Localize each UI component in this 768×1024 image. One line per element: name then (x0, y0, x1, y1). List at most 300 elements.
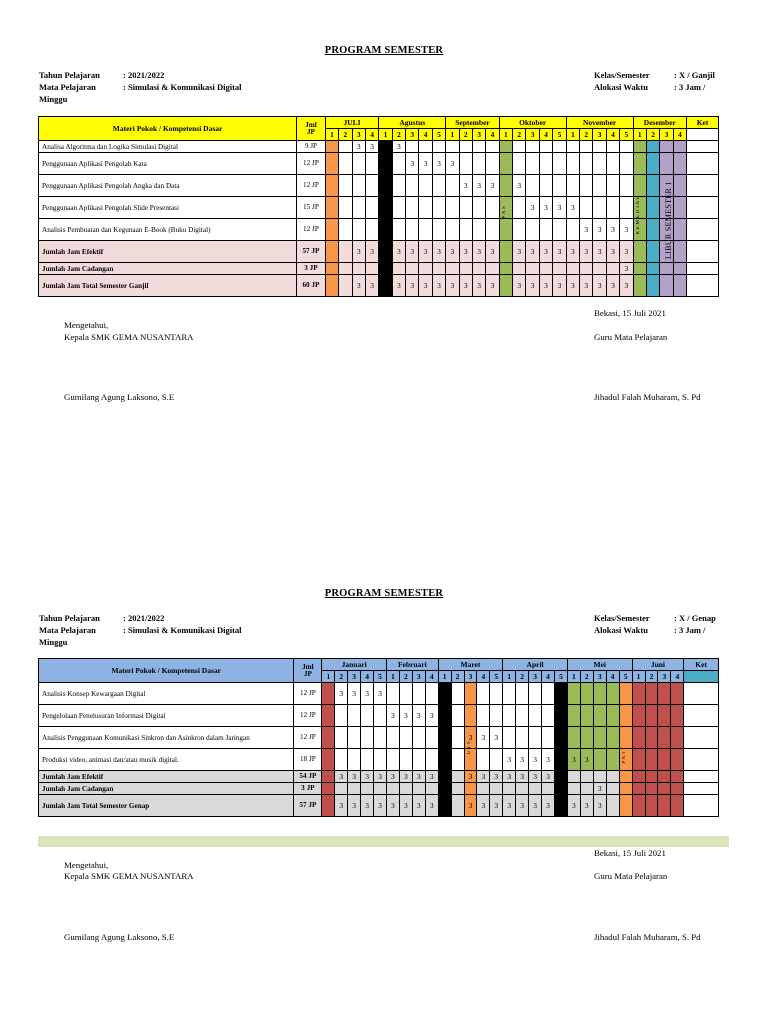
week-cell (606, 749, 619, 771)
week-cell: 3 (365, 141, 378, 153)
week-cell (606, 175, 619, 197)
semester2-title: PROGRAM SEMESTER (324, 588, 444, 599)
week-cell (671, 783, 684, 795)
week-cell (325, 153, 338, 175)
week-number: 3 (406, 129, 419, 141)
week-cell: 3 (539, 197, 552, 219)
week-cell (499, 175, 512, 197)
week-cell: 3 (516, 749, 529, 771)
week-cell (658, 705, 671, 727)
semester1-meta-right (594, 69, 715, 93)
week-cell: 3 (425, 771, 438, 783)
week-cell (673, 263, 686, 275)
week-cell (658, 683, 671, 705)
week-cell (348, 749, 361, 771)
week-cell (606, 771, 619, 783)
week-cell (419, 197, 432, 219)
week-cell (646, 153, 659, 175)
week-number: 5 (490, 671, 503, 683)
week-cell: 3 (580, 795, 593, 817)
week-cell (673, 175, 686, 197)
week-cell: 3 (566, 197, 579, 219)
week-cell (322, 771, 335, 783)
week-cell: 3 (459, 241, 472, 263)
week-cell (451, 771, 464, 783)
week-cell: 3 (503, 771, 516, 783)
week-cell (379, 153, 392, 175)
week-cell (339, 263, 352, 275)
week-cell: 3 (606, 275, 619, 297)
week-cell (606, 153, 619, 175)
week-cell (619, 683, 632, 705)
week-cell (593, 705, 606, 727)
week-cell (352, 197, 365, 219)
week-cell (566, 175, 579, 197)
week-cell (339, 219, 352, 241)
month-header: Januari (322, 659, 387, 671)
week-cell (446, 219, 459, 241)
week-cell: 3 (606, 219, 619, 241)
table-row (39, 749, 719, 771)
week-cell (645, 795, 658, 817)
week-cell (499, 241, 512, 263)
remedial-vertical-label: R E M E D I A L (636, 195, 642, 235)
week-cell (419, 175, 432, 197)
week-cell (322, 705, 335, 727)
week-cell: 3 (477, 727, 490, 749)
mapel-label: Mata Pelajaran (39, 82, 96, 92)
week-cell: 3 (566, 275, 579, 297)
semester2-kepsek-nama: Gumilang Agung Laksono, S.E (64, 932, 175, 942)
week-cell: 3 (464, 727, 477, 749)
week-cell (593, 727, 606, 749)
week-cell (526, 219, 539, 241)
week-cell (438, 783, 451, 795)
jml-cell: 12 JP (297, 219, 326, 241)
week-number: 5 (553, 129, 566, 141)
week-cell (451, 683, 464, 705)
ket-cell (684, 749, 719, 771)
separator-bar (38, 836, 729, 847)
week-number: 1 (438, 671, 451, 683)
week-cell (633, 241, 646, 263)
week-cell (673, 241, 686, 263)
week-cell (673, 141, 686, 153)
week-number: 3 (472, 129, 485, 141)
week-cell (451, 727, 464, 749)
semester1-meta-left (39, 69, 242, 93)
week-cell (593, 197, 606, 219)
week-number: 3 (348, 671, 361, 683)
week-cell (339, 197, 352, 219)
month-header: November (566, 117, 633, 129)
week-cell (438, 683, 451, 705)
jml-cell: 12 JP (294, 727, 322, 749)
week-cell (374, 783, 387, 795)
week-cell (503, 683, 516, 705)
week-cell (352, 153, 365, 175)
jml-cell: 60 JP (297, 275, 326, 297)
week-cell (645, 705, 658, 727)
week-cell: 3 (593, 219, 606, 241)
week-cell: 3 (580, 749, 593, 771)
week-cell (322, 683, 335, 705)
week-cell (325, 219, 338, 241)
week-cell: 3 (432, 153, 445, 175)
month-header: Agustus (379, 117, 446, 129)
week-cell (539, 263, 552, 275)
week-cell (620, 153, 633, 175)
week-cell (567, 705, 580, 727)
week-number: 5 (432, 129, 445, 141)
week-cell (671, 749, 684, 771)
semester1-place-date: Bekasi, 15 Juli 2021 (594, 308, 666, 318)
week-cell (526, 175, 539, 197)
week-cell: 3 (472, 275, 485, 297)
week-cell (499, 219, 512, 241)
week-cell (526, 263, 539, 275)
week-cell (365, 263, 378, 275)
week-cell (379, 275, 392, 297)
week-cell (513, 197, 526, 219)
month-header: JULI (325, 117, 379, 129)
week-number: 1 (379, 129, 392, 141)
summary-row (39, 241, 719, 263)
week-cell (632, 683, 645, 705)
week-cell: 3 (472, 175, 485, 197)
kelas-label: Kelas/Semester (594, 70, 650, 80)
ket-cell (687, 197, 719, 219)
semester2-guru: Guru Mata Pelajaran (594, 871, 668, 881)
week-cell: 3 (516, 795, 529, 817)
week-cell (658, 749, 671, 771)
week-cell (499, 263, 512, 275)
week-cell (477, 749, 490, 771)
week-cell (365, 153, 378, 175)
week-cell (432, 219, 445, 241)
week-cell (554, 783, 567, 795)
week-cell: 3 (477, 795, 490, 817)
week-cell (322, 795, 335, 817)
ket-cell (687, 141, 719, 153)
week-cell (392, 219, 405, 241)
week-cell: 3 (567, 795, 580, 817)
week-cell (567, 771, 580, 783)
week-cell (566, 153, 579, 175)
week-cell (486, 141, 499, 153)
week-cell (580, 197, 593, 219)
week-cell (542, 683, 555, 705)
jml-cell: 18 JP (294, 749, 322, 771)
week-cell (620, 197, 633, 219)
column-header-jml (294, 659, 322, 683)
week-number: 2 (645, 671, 658, 683)
materi-cell: Analisis Pembuatan dan Kegunaan E-Book (Buku Digital) (39, 219, 297, 241)
week-cell: 3 (446, 153, 459, 175)
week-cell: 3 (446, 275, 459, 297)
week-cell (633, 141, 646, 153)
week-cell (425, 749, 438, 771)
summary-row (39, 263, 719, 275)
week-cell: 3 (374, 683, 387, 705)
tahun-label: Tahun Pelajaran (39, 70, 100, 80)
alokasi-value: : 3 Jam / (674, 82, 706, 92)
week-cell: 3 (386, 795, 399, 817)
table-row (39, 175, 719, 197)
week-cell (325, 141, 338, 153)
week-cell (472, 153, 485, 175)
week-cell (553, 153, 566, 175)
week-number: 3 (658, 671, 671, 683)
week-cell (593, 749, 606, 771)
week-cell (361, 705, 374, 727)
week-cell (658, 771, 671, 783)
week-number: 2 (459, 129, 472, 141)
week-cell: 3 (335, 683, 348, 705)
week-cell (432, 141, 445, 153)
week-cell (606, 783, 619, 795)
week-number: 4 (673, 129, 686, 141)
week-cell (425, 727, 438, 749)
week-cell (352, 219, 365, 241)
month-header: September (446, 117, 500, 129)
week-cell (580, 783, 593, 795)
table-row (39, 141, 719, 153)
materi-cell: Analisis Konsep Kewargaan Digital (39, 683, 294, 705)
week-cell (646, 219, 659, 241)
week-cell (542, 783, 555, 795)
week-cell: 3 (348, 771, 361, 783)
week-cell (464, 705, 477, 727)
week-cell (554, 683, 567, 705)
libur-semester-label: LIBUR SEMESTER 1 (663, 180, 673, 259)
week-number: 2 (580, 671, 593, 683)
week-cell (459, 141, 472, 153)
week-cell (486, 197, 499, 219)
materi-cell: Jumlah Jam Total Semester Genap (39, 795, 294, 817)
week-number: 4 (425, 671, 438, 683)
week-number: 1 (567, 671, 580, 683)
week-number: 5 (620, 129, 633, 141)
week-cell (499, 141, 512, 153)
week-cell: 3 (620, 275, 633, 297)
week-number: 2 (516, 671, 529, 683)
week-cell (620, 175, 633, 197)
week-cell: 3 (553, 275, 566, 297)
month-header: Maret (438, 659, 503, 671)
week-cell (379, 175, 392, 197)
jml-cell: 3 JP (297, 263, 326, 275)
week-cell (499, 153, 512, 175)
week-cell (660, 141, 673, 153)
week-cell (580, 141, 593, 153)
week-cell (472, 263, 485, 275)
week-cell (379, 197, 392, 219)
week-cell (671, 795, 684, 817)
week-cell (335, 705, 348, 727)
week-cell (399, 749, 412, 771)
week-cell: 3 (432, 275, 445, 297)
week-cell (412, 727, 425, 749)
week-cell (477, 683, 490, 705)
week-cell (632, 795, 645, 817)
week-cell (646, 241, 659, 263)
week-cell: 3 (620, 219, 633, 241)
table-row (39, 727, 719, 749)
week-cell: 3 (361, 683, 374, 705)
uts-vertical-label: U T S (467, 740, 472, 754)
week-cell: 3 (399, 771, 412, 783)
week-cell (499, 275, 512, 297)
week-cell: 3 (513, 175, 526, 197)
week-cell: 3 (539, 275, 552, 297)
week-cell: 3 (406, 241, 419, 263)
semester1-kepala: Kepala SMK GEMA NUSANTARA (64, 332, 194, 342)
materi-cell: Jumlah Jam Total Semester Ganjil (39, 275, 297, 297)
week-cell: 3 (438, 795, 451, 817)
week-cell (490, 683, 503, 705)
week-number: 4 (419, 129, 432, 141)
week-cell (365, 219, 378, 241)
week-cell (374, 727, 387, 749)
week-cell (606, 141, 619, 153)
materi-cell: Pengelolaan Penelusuran Informasi Digital (39, 705, 294, 727)
week-cell: 3 (335, 771, 348, 783)
week-cell: 3 (526, 197, 539, 219)
week-number: 2 (339, 129, 352, 141)
week-cell (352, 175, 365, 197)
week-cell: 3 (593, 783, 606, 795)
week-cell (348, 705, 361, 727)
week-cell: 3 (374, 771, 387, 783)
week-cell (580, 727, 593, 749)
week-cell (645, 771, 658, 783)
week-cell (539, 219, 552, 241)
week-cell (606, 705, 619, 727)
week-cell (554, 795, 567, 817)
week-cell (529, 705, 542, 727)
week-cell (513, 263, 526, 275)
week-cell (513, 141, 526, 153)
jml-cell: 54 JP (294, 771, 322, 783)
tahun-value: : 2021/2022 (123, 70, 165, 80)
week-cell (658, 795, 671, 817)
week-cell (503, 705, 516, 727)
week-number: 2 (392, 129, 405, 141)
week-cell (335, 727, 348, 749)
week-cell (580, 153, 593, 175)
week-cell: 3 (419, 275, 432, 297)
week-cell: 3 (365, 241, 378, 263)
week-number: 3 (352, 129, 365, 141)
ket-cell (687, 275, 719, 297)
week-cell (673, 153, 686, 175)
week-number: 3 (593, 129, 606, 141)
summary-row (39, 771, 719, 783)
week-cell (406, 263, 419, 275)
week-cell: 3 (392, 141, 405, 153)
week-cell: 3 (503, 795, 516, 817)
week-cell (645, 783, 658, 795)
jml-cell: 57 JP (297, 241, 326, 263)
week-cell (580, 771, 593, 783)
week-number: 4 (477, 671, 490, 683)
week-cell (503, 783, 516, 795)
week-cell (472, 219, 485, 241)
week-cell (374, 749, 387, 771)
week-cell: 3 (399, 705, 412, 727)
week-cell: 3 (348, 683, 361, 705)
week-number: 2 (451, 671, 464, 683)
week-cell: 3 (446, 241, 459, 263)
week-cell: 3 (529, 795, 542, 817)
pas-vertical-label: P A S (502, 205, 508, 218)
week-cell (446, 141, 459, 153)
week-number: 3 (412, 671, 425, 683)
week-cell (526, 153, 539, 175)
ket-cell (684, 795, 719, 817)
week-cell (412, 783, 425, 795)
week-cell (567, 683, 580, 705)
week-number: 1 (503, 671, 516, 683)
tahun-label: Tahun Pelajaran (39, 613, 100, 623)
week-cell (633, 275, 646, 297)
week-cell (671, 705, 684, 727)
week-cell (477, 783, 490, 795)
month-header: April (503, 659, 568, 671)
week-number: 1 (566, 129, 579, 141)
week-cell: 3 (567, 749, 580, 771)
week-cell (464, 783, 477, 795)
week-cell (490, 783, 503, 795)
week-number: 2 (399, 671, 412, 683)
week-cell (645, 727, 658, 749)
week-cell (339, 153, 352, 175)
week-cell (399, 783, 412, 795)
week-cell (451, 783, 464, 795)
week-cell (619, 783, 632, 795)
week-cell (516, 727, 529, 749)
week-cell (632, 749, 645, 771)
week-cell (645, 749, 658, 771)
week-cell (658, 727, 671, 749)
week-cell (580, 175, 593, 197)
week-cell: 3 (472, 241, 485, 263)
ket-cell (684, 671, 719, 683)
week-cell (539, 141, 552, 153)
week-cell (361, 749, 374, 771)
week-cell (339, 241, 352, 263)
week-cell: 3 (553, 197, 566, 219)
ket-cell (687, 241, 719, 263)
table-row (39, 153, 719, 175)
mapel-label: Mata Pelajaran (39, 625, 96, 635)
week-cell: 3 (365, 275, 378, 297)
week-cell (645, 683, 658, 705)
week-cell: 3 (503, 749, 516, 771)
week-cell (671, 683, 684, 705)
week-cell (529, 683, 542, 705)
week-number: 4 (361, 671, 374, 683)
summary-row (39, 795, 719, 817)
week-cell (451, 749, 464, 771)
week-cell: 3 (438, 727, 451, 749)
week-cell (406, 197, 419, 219)
week-cell (606, 795, 619, 817)
week-cell (619, 705, 632, 727)
ket-cell (684, 771, 719, 783)
week-cell (379, 219, 392, 241)
